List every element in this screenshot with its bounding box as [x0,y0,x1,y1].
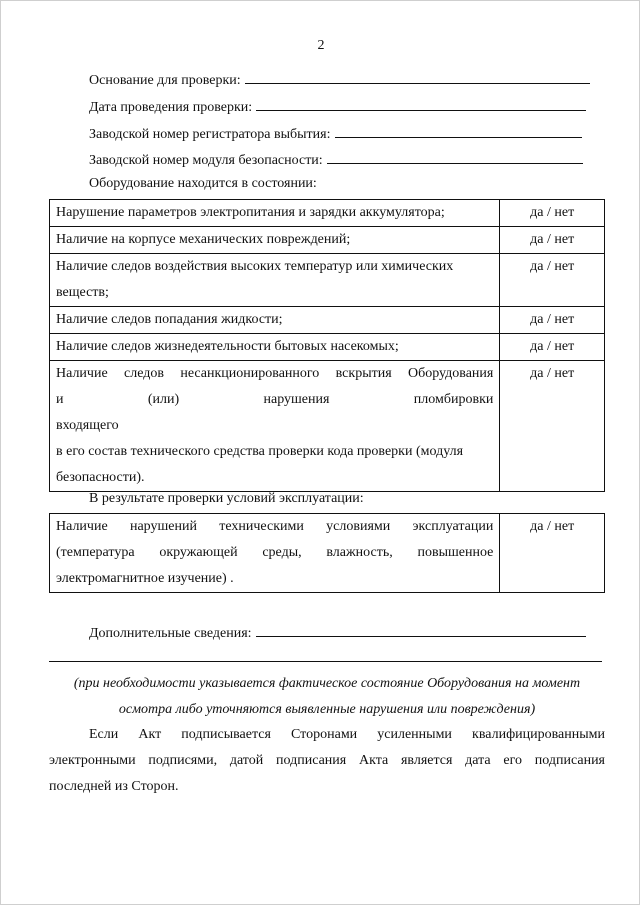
table-row [50,334,605,361]
condition-line: Наличие следов несанкционированного вскрытия Оборудования [56,366,494,381]
condition-answer[interactable]: да / нет [500,334,605,361]
basis-blank[interactable] [245,70,590,84]
conditions-table [49,199,605,492]
condition-answer[interactable]: да / нет [500,227,605,254]
note-line: осмотра либо уточняются выявленные нарушения или повреждения) [118,702,536,717]
condition-text: Наличие следов попадания жидкости; [50,307,500,334]
additional-blank-line[interactable] [49,661,602,662]
condition-answer[interactable]: да / нет [500,361,605,492]
table-row [50,361,605,492]
additional-field [89,623,586,642]
paragraph-line: электронными подписями, датой подписания Акта является дата его подписания [49,753,605,768]
module-serial-label: Заводской номер модуля безопасности: [89,153,323,168]
date-label: Дата проведения проверки: [89,100,253,115]
additional-label: Дополнительные сведения: [89,626,252,641]
condition-line: веществ; [56,285,109,300]
signature-paragraph [49,722,605,800]
condition-text [50,361,500,492]
condition-line-text: Наличие следов воздействия высоких температур или химических [56,259,454,274]
registrar-serial-blank[interactable] [335,124,582,138]
paragraph-line: последней из Сторон. [49,779,179,794]
date-field [89,97,586,116]
exploitation-line: Наличие нарушений техническими условиями эксплуатации [56,519,494,534]
basis-label: Основание для проверки: [89,73,241,88]
condition-line: и (или) нарушения пломбировки входящего [56,392,494,433]
condition-answer[interactable]: да / нет [500,200,605,227]
exploitation-line: (температура окружающей среды, влажность, повышенное [56,545,494,560]
table-row [50,514,605,593]
paragraph-line-text: Если Акт подписывается Сторонами усиленными квалифицированными [89,727,605,742]
exploitation-heading: В результате проверки условий эксплуатации: [89,491,364,506]
condition-line: безопасности). [56,470,145,485]
condition-text: Наличие следов жизнедеятельности бытовых насекомых; [50,334,500,361]
date-blank[interactable] [256,97,586,111]
basis-field [89,70,590,89]
condition-text: Наличие на корпусе механических повреждений; [50,227,500,254]
page-number: 2 [317,38,325,53]
condition-text [50,254,500,307]
table-row [50,200,605,227]
condition-line: в его состав технического средства проверки кода проверки (модуля [56,444,464,459]
paragraph-line [49,722,605,748]
exploitation-answer[interactable]: да / нет [500,514,605,593]
additional-blank[interactable] [256,623,586,637]
module-serial-field [89,150,583,169]
table-row [50,307,605,334]
condition-text: Нарушение параметров электропитания и зарядки аккумулятора; [50,200,500,227]
equipment-heading: Оборудование находится в состоянии: [89,176,317,191]
explanatory-note [49,671,605,723]
exploitation-line: электромагнитное изучение) . [56,571,234,586]
module-serial-blank[interactable] [327,150,583,164]
condition-answer[interactable]: да / нет [500,254,605,307]
table-row [50,227,605,254]
exploitation-text [50,514,500,593]
registrar-serial-field [89,124,582,143]
note-line: (при необходимости указывается фактическое состояние Оборудования на момент [73,676,581,691]
registrar-serial-label: Заводской номер регистратора выбытия: [89,127,331,142]
table-row [50,254,605,307]
condition-answer[interactable]: да / нет [500,307,605,334]
condition-line [56,254,493,280]
exploitation-table [49,513,605,593]
